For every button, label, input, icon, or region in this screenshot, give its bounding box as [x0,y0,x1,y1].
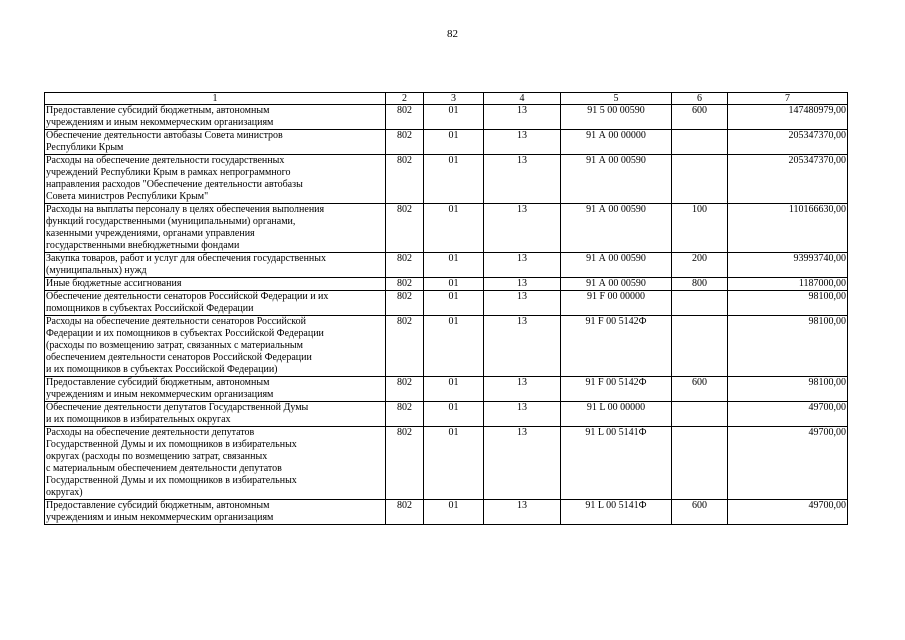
row-target-article: 91 L 00 00000 [561,402,672,427]
row-expense-type [672,291,728,316]
row-amount: 49700,00 [728,427,848,500]
row-section: 01 [424,253,484,278]
row-amount: 93993740,00 [728,253,848,278]
row-ministry-code: 802 [386,204,424,253]
row-amount: 98100,00 [728,291,848,316]
row-amount: 49700,00 [728,500,848,525]
table-body [45,105,848,525]
table-row [45,130,848,155]
row-ministry-code: 802 [386,316,424,377]
row-ministry-code: 802 [386,291,424,316]
row-target-article: 91 А 00 00590 [561,204,672,253]
row-amount: 98100,00 [728,377,848,402]
row-ministry-code: 802 [386,278,424,291]
row-target-article: 91 А 00 00590 [561,253,672,278]
row-amount: 147480979,00 [728,105,848,130]
row-ministry-code: 802 [386,427,424,500]
row-expense-type: 100 [672,204,728,253]
row-ministry-code: 802 [386,130,424,155]
row-target-article: 91 L 00 5141Ф [561,500,672,525]
row-ministry-code: 802 [386,155,424,204]
table-row [45,253,848,278]
row-name: Предоставление субсидий бюджетным, автономным учреждениям и иным некоммерческим организациям [45,377,386,402]
row-ministry-code: 802 [386,500,424,525]
row-name: Расходы на обеспечение деятельности депутатов Государственной Думы и их помощников в избирательных округах (расходы по возмещению затрат, связанных с материальным обеспечением деятельности депутатов Государственной Думы и их помощников в избирательных округах) [45,427,386,500]
row-subsection: 13 [484,500,561,525]
row-subsection: 13 [484,377,561,402]
col-header-7: 7 [728,93,848,105]
row-amount: 98100,00 [728,316,848,377]
row-expense-type: 600 [672,105,728,130]
col-header-3: 3 [424,93,484,105]
page-number: 82 [447,28,458,40]
row-amount: 205347370,00 [728,130,848,155]
row-section: 01 [424,402,484,427]
row-section: 01 [424,500,484,525]
col-header-2: 2 [386,93,424,105]
row-subsection: 13 [484,316,561,377]
row-section: 01 [424,105,484,130]
row-amount: 1187000,00 [728,278,848,291]
header-row [45,93,848,105]
row-ministry-code: 802 [386,377,424,402]
row-expense-type: 600 [672,377,728,402]
table-row [45,278,848,291]
row-target-article: 91 5 00 00590 [561,105,672,130]
row-expense-type [672,130,728,155]
table-row [45,204,848,253]
table-row [45,105,848,130]
row-subsection: 13 [484,427,561,500]
row-target-article: 91 F 00 5142Ф [561,377,672,402]
row-expense-type [672,402,728,427]
row-ministry-code: 802 [386,402,424,427]
row-expense-type [672,316,728,377]
table-row [45,291,848,316]
row-amount: 205347370,00 [728,155,848,204]
row-subsection: 13 [484,204,561,253]
row-subsection: 13 [484,402,561,427]
table-row [45,500,848,525]
row-name: Обеспечение деятельности сенаторов Российской Федерации и их помощников в субъектах Российской Федерации [45,291,386,316]
col-header-4: 4 [484,93,561,105]
row-expense-type [672,427,728,500]
col-header-5: 5 [561,93,672,105]
row-expense-type [672,155,728,204]
table-row [45,155,848,204]
row-expense-type: 200 [672,253,728,278]
row-target-article: 91 F 00 5142Ф [561,316,672,377]
row-subsection: 13 [484,278,561,291]
row-ministry-code: 802 [386,253,424,278]
row-target-article: 91 А 00 00000 [561,130,672,155]
row-name: Предоставление субсидий бюджетным, автономным учреждениям и иным некоммерческим организациям [45,500,386,525]
row-target-article: 91 L 00 5141Ф [561,427,672,500]
row-subsection: 13 [484,291,561,316]
table-row [45,427,848,500]
row-section: 01 [424,427,484,500]
row-subsection: 13 [484,253,561,278]
row-section: 01 [424,278,484,291]
table-row [45,402,848,427]
budget-table [44,92,848,525]
row-section: 01 [424,204,484,253]
row-section: 01 [424,155,484,204]
row-name: Расходы на выплаты персоналу в целях обеспечения выполнения функций государственными (муниципальными) органами, казенными учреждениями, органами управления государственными внебюджетными фондами [45,204,386,253]
row-section: 01 [424,316,484,377]
row-subsection: 13 [484,155,561,204]
row-subsection: 13 [484,105,561,130]
row-target-article: 91 F 00 00000 [561,291,672,316]
table-row [45,316,848,377]
row-target-article: 91 А 00 00590 [561,155,672,204]
row-expense-type: 600 [672,500,728,525]
row-name: Предоставление субсидий бюджетным, автономным учреждениям и иным некоммерческим организациям [45,105,386,130]
row-amount: 110166630,00 [728,204,848,253]
row-section: 01 [424,291,484,316]
col-header-1: 1 [45,93,386,105]
row-name: Расходы на обеспечение деятельности сенаторов Российской Федерации и их помощников в субъектах Российской Федерации (расходы по возмещению затрат, связанных с материальным обеспечением деятельности сенаторов Российской Федерации и их помощников в субъектах Российской Федерации) [45,316,386,377]
col-header-6: 6 [672,93,728,105]
row-subsection: 13 [484,130,561,155]
row-name: Обеспечение деятельности автобазы Совета министров Республики Крым [45,130,386,155]
row-name: Закупка товаров, работ и услуг для обеспечения государственных (муниципальных) нужд [45,253,386,278]
row-target-article: 91 А 00 00590 [561,278,672,291]
row-ministry-code: 802 [386,105,424,130]
row-section: 01 [424,130,484,155]
row-name: Расходы на обеспечение деятельности государственных учреждений Республики Крым в рамках непрограммного направления расходов "Обеспечение деятельности автобазы Совета министров Республики Крым" [45,155,386,204]
row-section: 01 [424,377,484,402]
row-name: Иные бюджетные ассигнования [45,278,386,291]
row-name: Обеспечение деятельности депутатов Государственной Думы и их помощников в избирательных округах [45,402,386,427]
row-amount: 49700,00 [728,402,848,427]
table-row [45,377,848,402]
row-expense-type: 800 [672,278,728,291]
